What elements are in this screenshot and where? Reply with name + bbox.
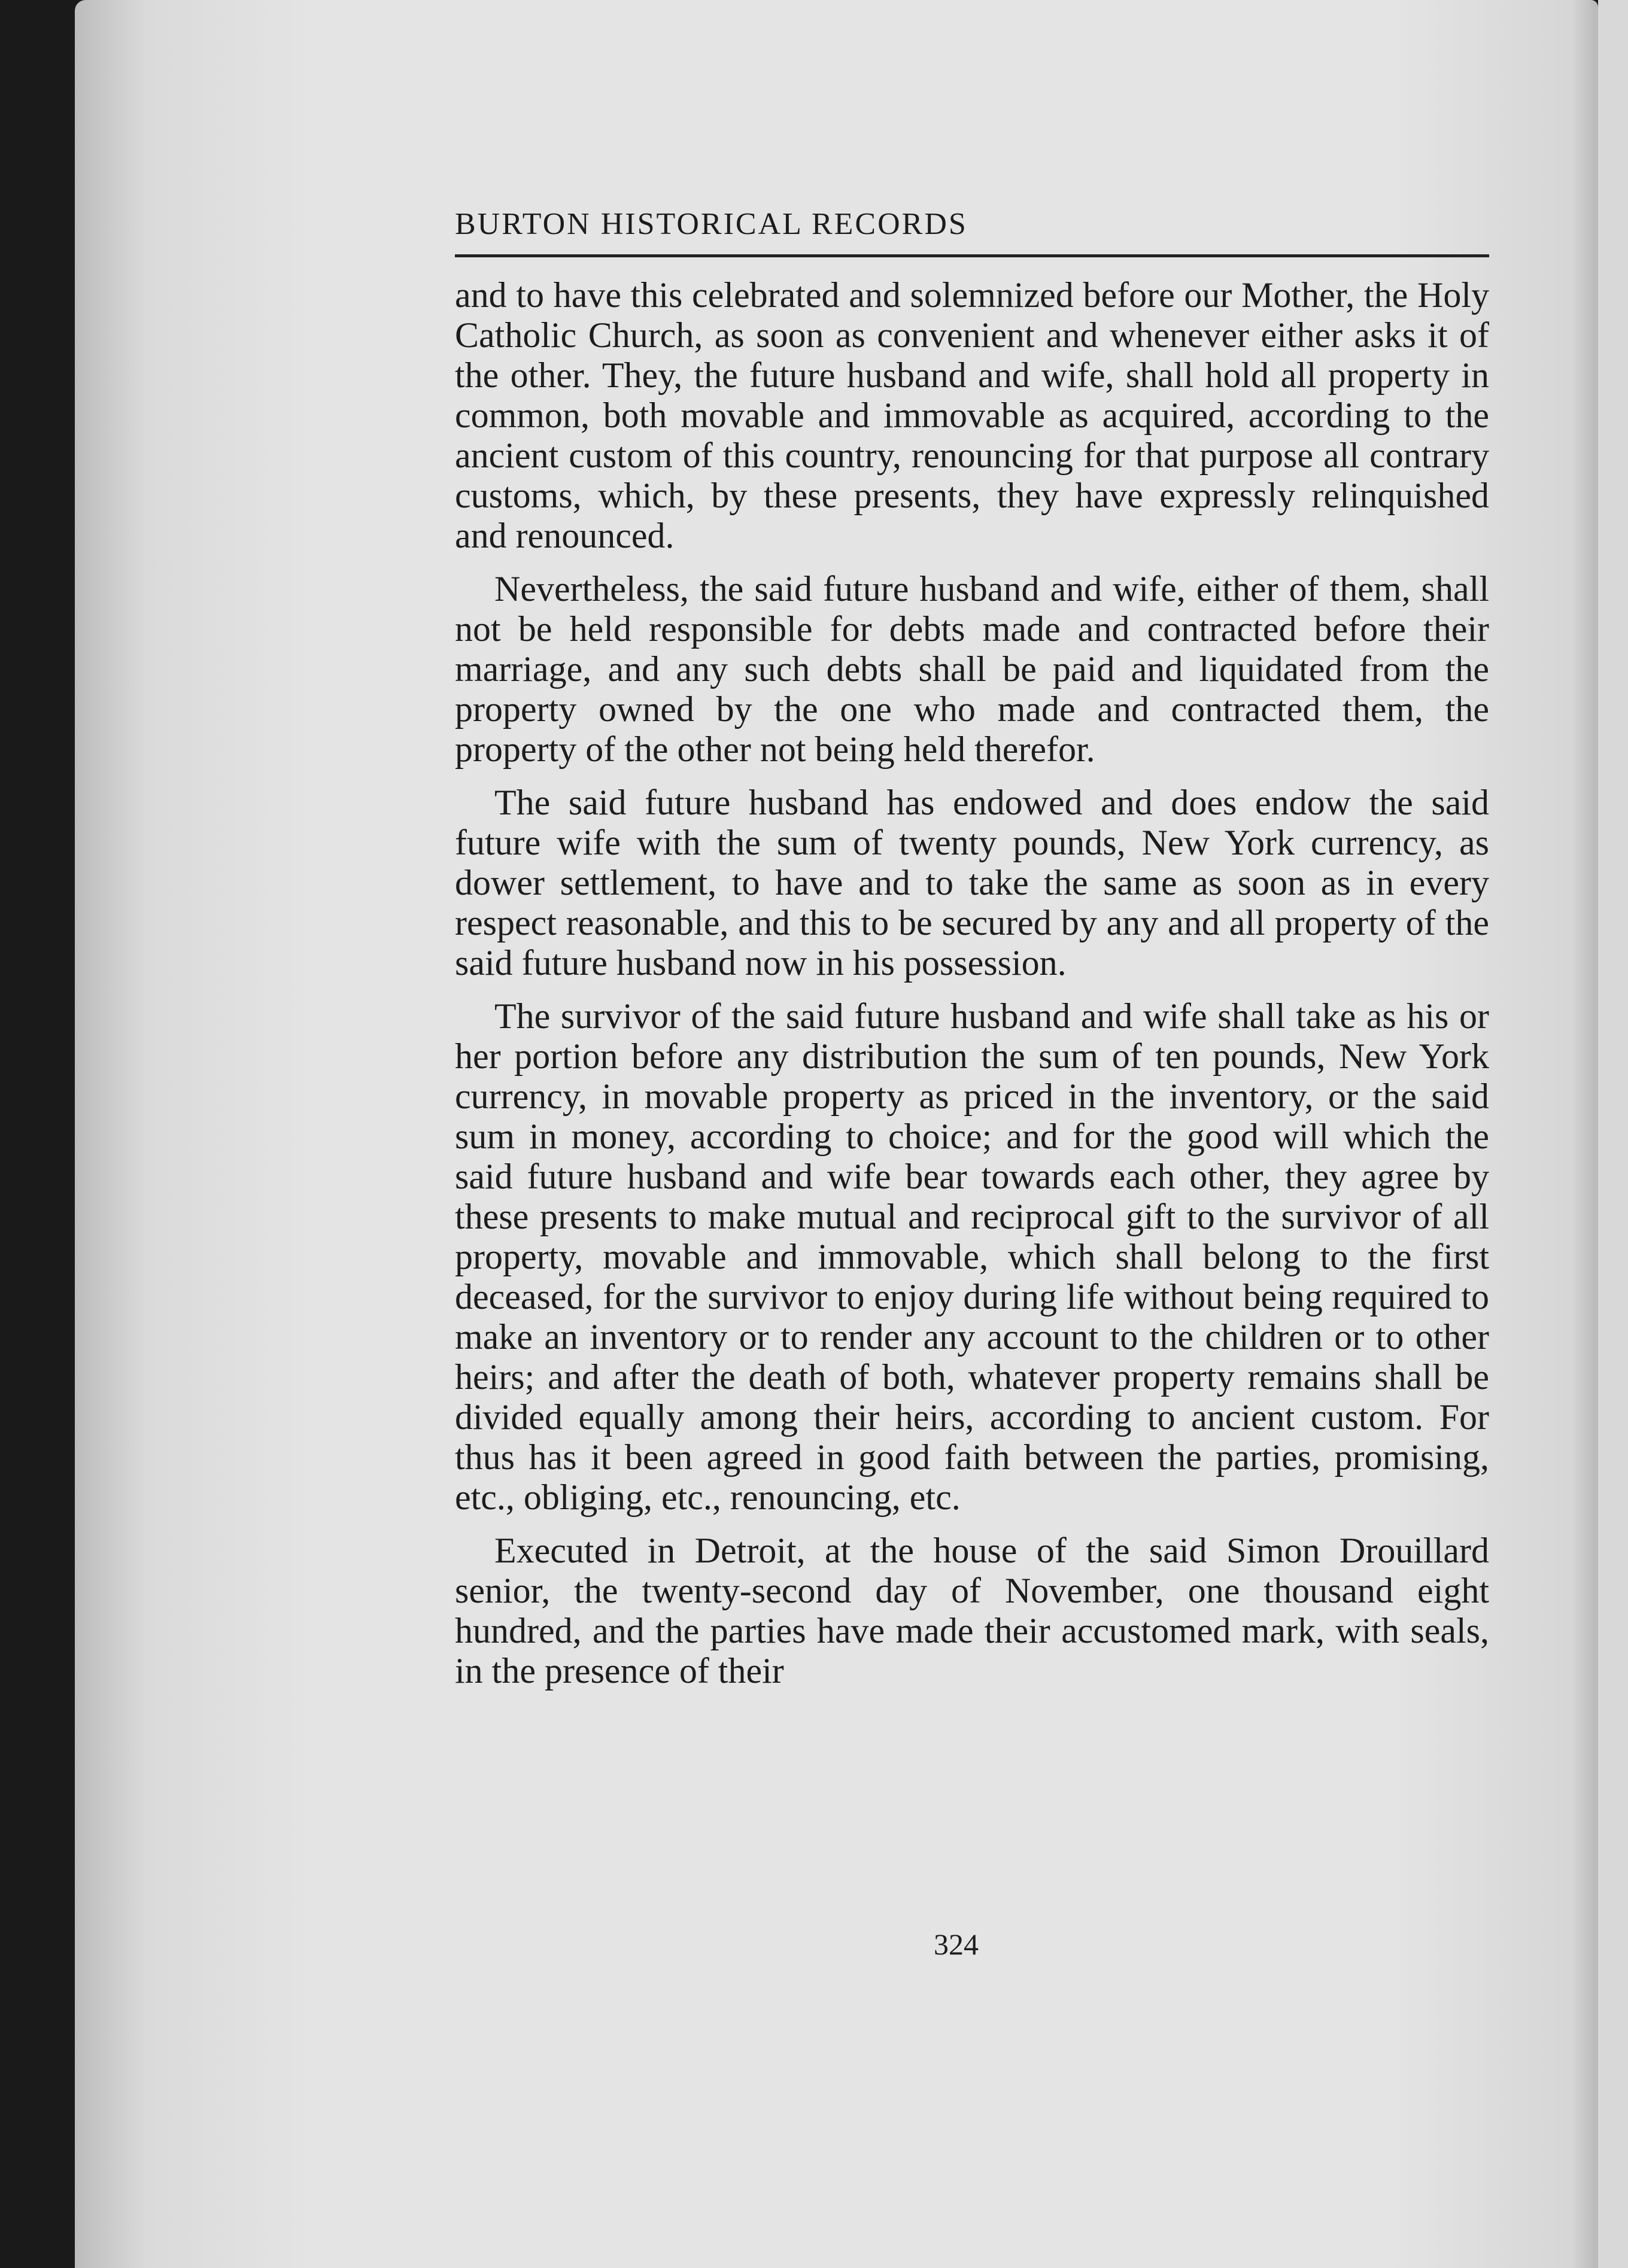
running-head: BURTON HISTORICAL RECORDS: [455, 207, 968, 241]
paragraph: and to have this celebrated and solemnized before our Mother, the Holy Catholic Church, as soon as convenient and whenever either asks it of the other. They, the future husband and wife, shall hold all property in common, both movable and immovable as acquired, according to the ancient custom of this country, renouncing for that purpose all contrary customs, which, by these presents, they have expressly relinquished and renounced.: [455, 275, 1489, 555]
paragraph: Executed in Detroit, at the house of the said Simon Drouillard senior, the twenty-second day of November, one thousand eight hundred, and the parties have made their accustomed mark, with seals, in the presence of their: [455, 1531, 1489, 1691]
body-text: [455, 275, 1489, 1704]
page-edge: [1598, 0, 1628, 2268]
paragraph: The said future husband has endowed and does endow the said future wife with the sum of twenty pounds, New York currency, as dower settlement, to have and to take the same as soon as in every respect reasonable, and this to be secured by any and all property of the said future husband now in his possession.: [455, 783, 1489, 983]
paragraph: Nevertheless, the said future husband and wife, either of them, shall not be held responsible for debts made and contracted before their marriage, and any such debts shall be paid and liquidated from the property owned by the one who made and contracted them, the property of the other not being held therefor.: [455, 569, 1489, 769]
page-number: 324: [934, 1928, 979, 1961]
paragraph: The survivor of the said future husband and wife shall take as his or her portion before any distribution the sum of ten pounds, New York currency, in movable property as priced in the inventory, or the said sum in money, according to choice; and for the good will which the said future husband and wife bear towards each other, they agree by these presents to make mutual and reciprocal gift to the survivor of all property, movable and immovable, which shall belong to the first deceased, for the survivor to enjoy during life without being required to make an inventory or to render any account to the children or to other heirs; and after the death of both, whatever property remains shall be divided equally among their heirs, according to ancient custom. For thus has it been agreed in good faith between the parties, promising, etc., obliging, etc., renouncing, etc.: [455, 996, 1489, 1517]
header-rule: [455, 254, 1489, 257]
